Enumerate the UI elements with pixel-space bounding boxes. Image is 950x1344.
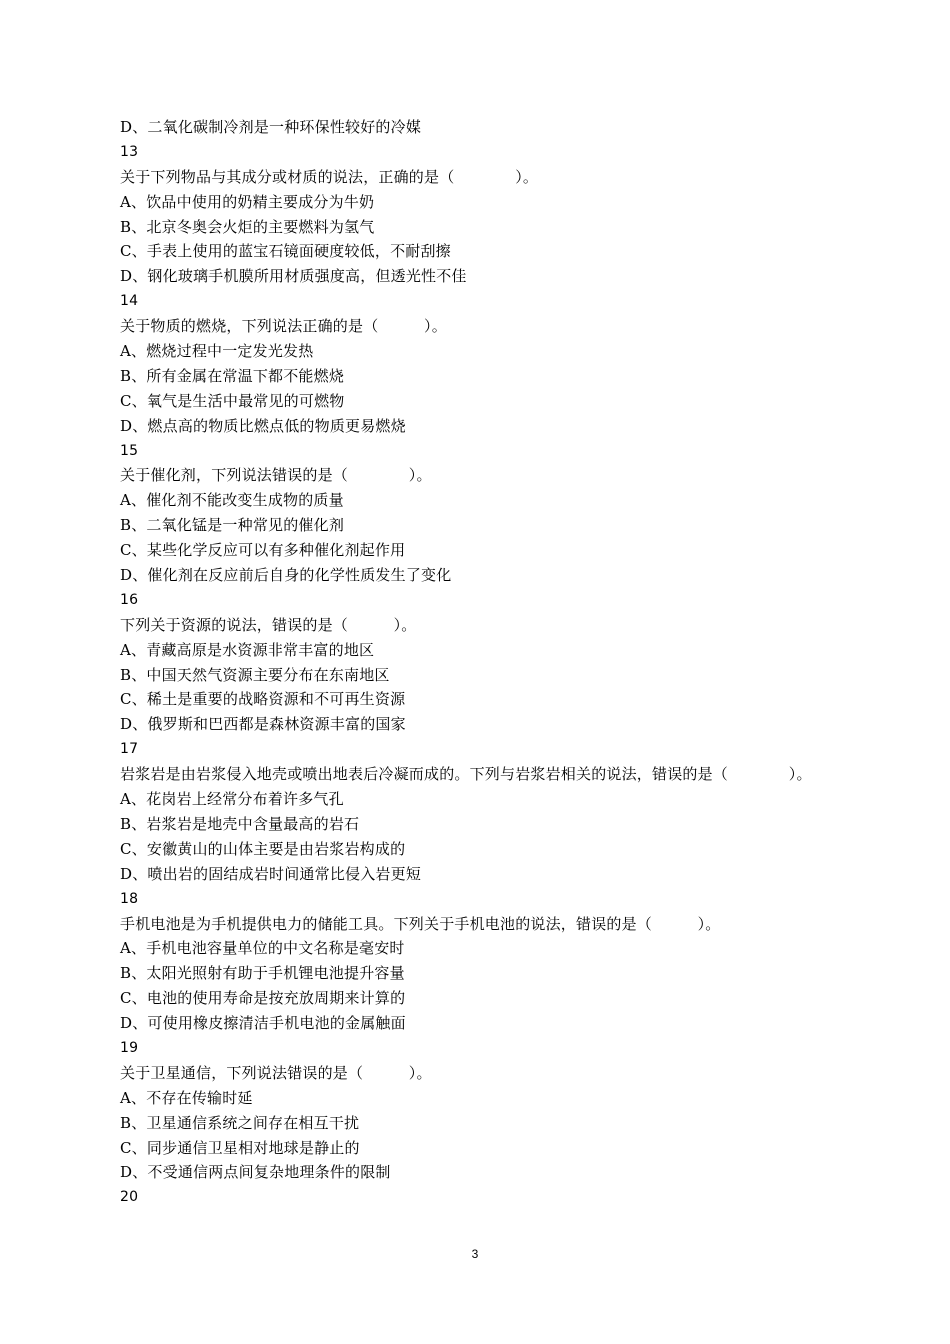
option-b: B、中国天然气资源主要分布在东南地区 xyxy=(120,665,390,684)
option-d: D、催化剂在反应前后自身的化学性质发生了变化 xyxy=(120,566,452,585)
option-c: C、同步通信卫星相对地球是静止的 xyxy=(120,1138,360,1157)
option-d: D、不受通信两点间复杂地理条件的限制 xyxy=(120,1163,391,1182)
option-d: D、可使用橡皮擦清洁手机电池的金属触面 xyxy=(120,1014,406,1033)
question-number: 15 xyxy=(120,442,139,459)
question-number: 16 xyxy=(120,591,139,608)
option-a: A、饮品中使用的奶精主要成分为牛奶 xyxy=(120,192,375,211)
option-a: A、燃烧过程中一定发光发热 xyxy=(120,342,314,361)
question-number: 20 xyxy=(120,1189,139,1206)
question-stem: 关于下列物品与其成分或材质的说法，正确的是（ ）。 xyxy=(120,167,539,186)
option-a: A、青藏高原是水资源非常丰富的地区 xyxy=(120,640,375,659)
option-a: A、手机电池容量单位的中文名称是毫安时 xyxy=(120,939,405,958)
option-a: A、花岗岩上经常分布着许多气孔 xyxy=(120,790,344,809)
option-b: B、所有金属在常温下都不能燃烧 xyxy=(120,366,345,385)
question-stem: 关于物质的燃烧，下列说法正确的是（ ）。 xyxy=(120,317,447,336)
question-stem: 手机电池是为手机提供电力的储能工具。下列关于手机电池的说法，错误的是（ ）。 xyxy=(120,914,721,933)
option-c: C、手表上使用的蓝宝石镜面硬度较低，不耐刮擦 xyxy=(120,242,451,261)
option-d: D、钢化玻璃手机膜所用材质强度高，但透光性不佳 xyxy=(120,267,467,286)
question-number: 19 xyxy=(120,1039,139,1056)
question-stem: 岩浆岩是由岩浆侵入地壳或喷出地表后冷凝而成的。下列与岩浆岩相关的说法，错误的是（ ）。 xyxy=(120,765,812,784)
option-c: C、稀土是重要的战略资源和不可再生资源 xyxy=(120,690,406,709)
option-c: C、电池的使用寿命是按充放周期来计算的 xyxy=(120,989,406,1008)
option-c: C、某些化学反应可以有多种催化剂起作用 xyxy=(120,541,406,560)
option-b: B、北京冬奥会火炬的主要燃料为氢气 xyxy=(120,217,375,236)
option-b: B、太阳光照射有助于手机锂电池提升容量 xyxy=(120,964,405,983)
option-line: D、二氧化碳制冷剂是一种环保性较好的冷媒 xyxy=(120,118,422,136)
option-b: B、二氧化锰是一种常见的催化剂 xyxy=(120,516,345,535)
option-c: C、氧气是生活中最常见的可燃物 xyxy=(120,391,345,410)
option-d: D、燃点高的物质比燃点低的物质更易燃烧 xyxy=(120,416,406,435)
question-stem: 关于催化剂，下列说法错误的是（ ）。 xyxy=(120,466,432,485)
option-d: D、喷出岩的固结成岩时间通常比侵入岩更短 xyxy=(120,864,422,883)
option-b: B、卫星通信系统之间存在相互干扰 xyxy=(120,1113,360,1132)
option-c: C、安徽黄山的山体主要是由岩浆岩构成的 xyxy=(120,839,406,858)
question-number: 17 xyxy=(120,741,139,758)
question-number: 13 xyxy=(120,143,139,160)
question-stem: 关于卫星通信，下列说法错误的是（ ）。 xyxy=(120,1063,432,1082)
page-number: 3 xyxy=(471,1247,479,1261)
question-number: 14 xyxy=(120,293,139,310)
option-b: B、岩浆岩是地壳中含量最高的岩石 xyxy=(120,814,360,833)
question-list xyxy=(120,115,880,1210)
option-a: A、不存在传输时延 xyxy=(120,1088,253,1107)
option-a: A、催化剂不能改变生成物的质量 xyxy=(120,491,344,510)
question-stem: 下列关于资源的说法，错误的是（ ）。 xyxy=(120,615,417,634)
option-d: D、俄罗斯和巴西都是森林资源丰富的国家 xyxy=(120,715,406,734)
question-number: 18 xyxy=(120,890,139,907)
